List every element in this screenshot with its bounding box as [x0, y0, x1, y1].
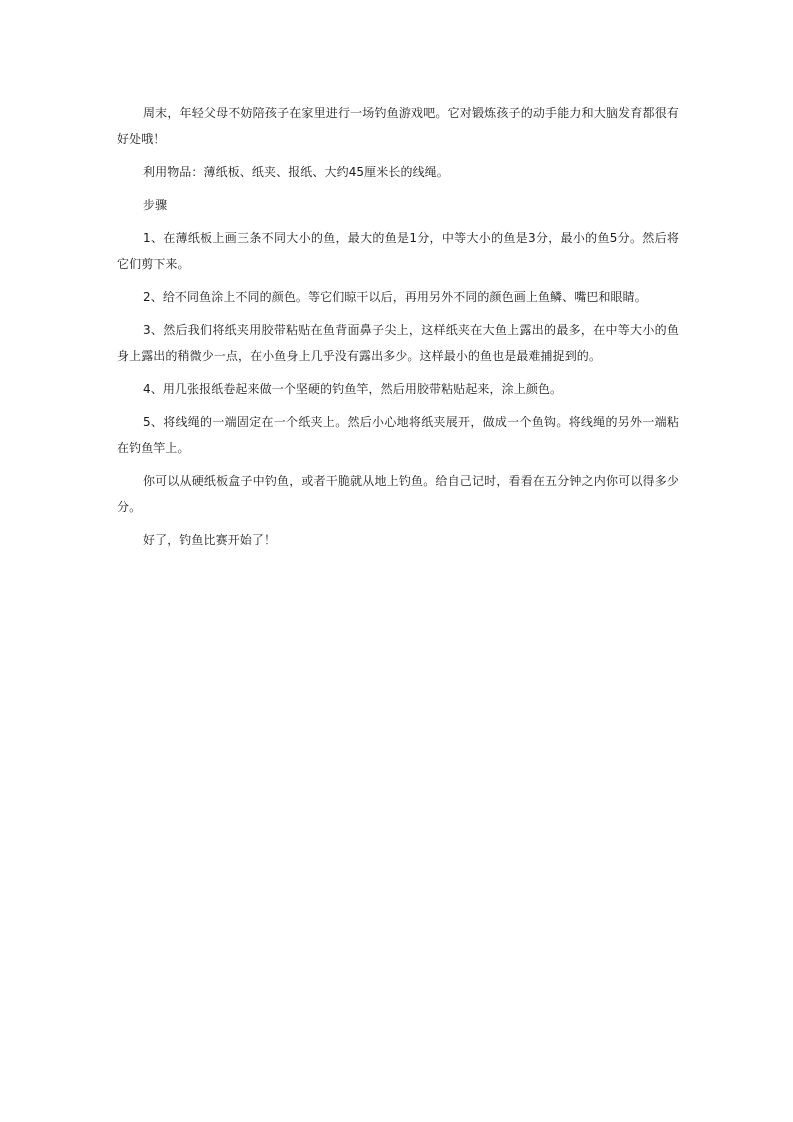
step-1-paragraph: 1、在薄纸板上画三条不同大小的鱼，最大的鱼是1分，中等大小的鱼是3分，最小的鱼5分。然后将它们剪下来。 [117, 231, 679, 271]
step-5-paragraph: 5、将线绳的一端固定在一个纸夹上。然后小心地将纸夹展开，做成一个鱼钩。将线绳的另外一端粘在钓鱼竿上。 [117, 415, 679, 455]
materials-paragraph: 利用物品：薄纸板、纸夹、报纸、大约45厘米长的线绳。 [143, 165, 449, 179]
step-3-paragraph: 3、然后我们将纸夹用胶带粘贴在鱼背面鼻子尖上，这样纸夹在大鱼上露出的最多，在中等大小的鱼身上露出的稍微少一点，在小鱼身上几乎没有露出多少。这样最小的鱼也是最难捕捉到的。 [117, 323, 679, 363]
step-2-paragraph: 2、给不同鱼涂上不同的颜色。等它们晾干以后，再用另外不同的颜色画上鱼鳞、嘴巴和眼睛。 [143, 290, 647, 304]
intro-paragraph: 周末，年轻父母不妨陪孩子在家里进行一场钓鱼游戏吧。它对锻炼孩子的动手能力和大脑发育都很有好处哦！ [117, 106, 679, 146]
steps-heading: 步骤 [143, 198, 168, 212]
play-paragraph: 你可以从硬纸板盒子中钓鱼，或者干脆就从地上钓鱼。给自己记时，看看在五分钟之内你可以得多少分。 [117, 474, 679, 514]
step-4-paragraph: 4、用几张报纸卷起来做一个坚硬的钓鱼竿，然后用胶带粘贴起来，涂上颜色。 [143, 382, 563, 396]
closing-paragraph: 好了，钓鱼比赛开始了！ [143, 533, 277, 547]
document-body [117, 100, 679, 560]
